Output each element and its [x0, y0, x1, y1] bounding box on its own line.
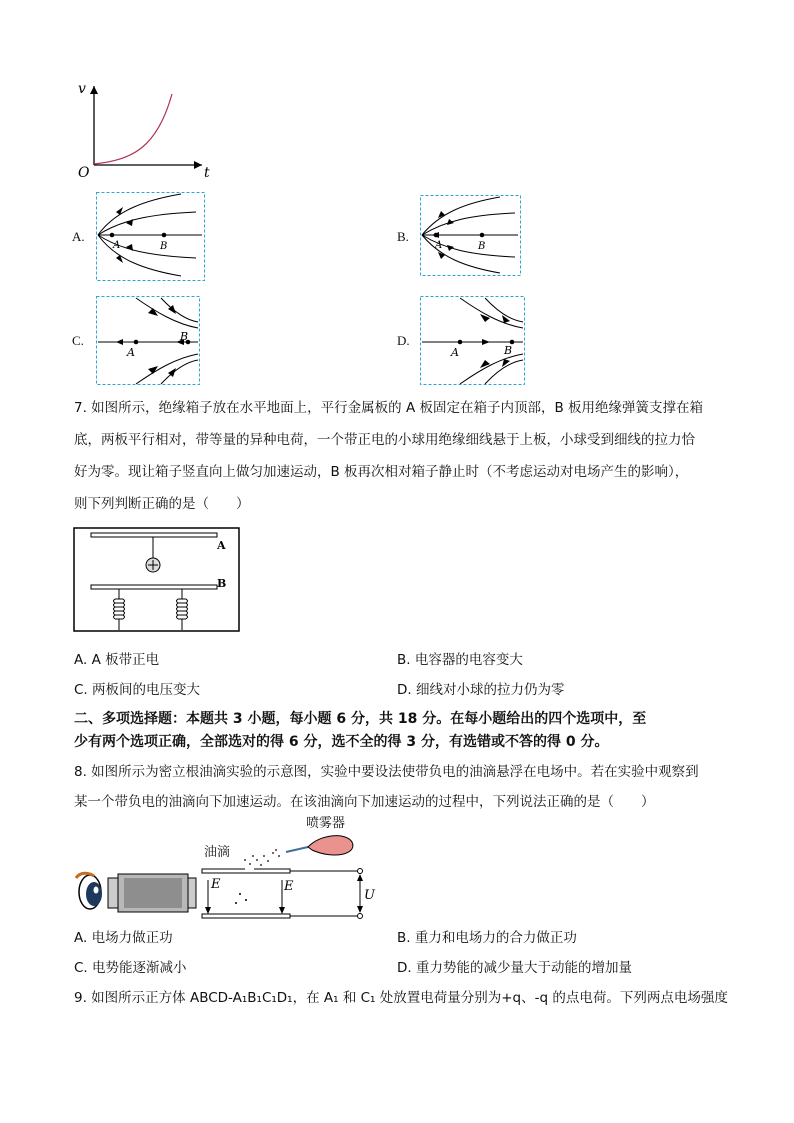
q7-stem-line-4: 则下列判断正确的是（ ）	[74, 496, 250, 512]
q6c-point-a: A	[127, 346, 135, 359]
q6a-point-a: A	[113, 240, 121, 251]
q8-option-d: D. 重力势能的减少量大于动能的增加量	[397, 960, 632, 976]
section-2-heading-line-2: 少有两个选项正确，全部选对的得 6 分，选不全的得 3 分，有选错或不答的得 0 分。	[74, 734, 609, 750]
section-2-heading-line-1: 二、多项选择题：本题共 3 小题，每小题 6 分，共 18 分。在每小题给出的四个选项中，至	[74, 711, 647, 727]
q6c-point-b: B	[180, 330, 189, 343]
q7-option-c: C. 两板间的电压变大	[74, 682, 201, 698]
q7-option-b: B. 电容器的电容变大	[397, 652, 523, 668]
q7-option-d: D. 细线对小球的拉力仍为零	[397, 682, 565, 698]
q8-fig-e-left: E	[211, 877, 221, 892]
vt-ylabel: v	[78, 81, 86, 97]
q6b-point-b: B	[478, 241, 486, 252]
q6-option-c-figure	[96, 296, 201, 386]
q6-option-d-label: D.	[397, 333, 410, 348]
q7-stem-line-3: 好为零。现让箱子竖直向上做匀加速运动，B 板再次相对箱子静止时（不考虑运动对电场产生的影响），	[74, 464, 689, 480]
q9-stem-line-1: 9. 如图所示正方体 ABCD-A₁B₁C₁D₁，在 A₁ 和 C₁ 处放置电荷量分别为+q、-q 的点电荷。下列两点电场强度	[74, 990, 728, 1006]
vt-xlabel: t	[204, 165, 210, 181]
q8-option-b: B. 重力和电场力的合力做正功	[397, 930, 577, 946]
q8-option-c: C. 电势能逐渐减小	[74, 960, 187, 976]
q6-option-b-figure	[420, 195, 522, 277]
q8-option-a: A. 电场力做正功	[74, 930, 173, 946]
q8-stem-line-1: 8. 如图所示为密立根油滴实验的示意图，实验中要设法使带负电的油滴悬浮在电场中。若在实验中观察到	[74, 764, 699, 780]
vt-graph	[72, 80, 222, 185]
vt-origin: O	[78, 165, 90, 181]
q7-fig-label-b: B	[217, 577, 227, 590]
q6-option-b-label: B.	[397, 229, 409, 244]
q8-fig-sprayer-label: 喷雾器	[306, 816, 346, 831]
q6-option-c-label: C.	[72, 333, 84, 348]
q7-fig-label-a: A	[217, 539, 226, 552]
q7-stem-line-2: 底，两板平行相对，带等量的异种电荷，一个带正电的小球用绝缘细线悬于上板，小球受到细线的拉力恰	[74, 432, 695, 448]
q6b-point-a: A	[435, 240, 443, 251]
q8-fig-oil-label: 油滴	[204, 845, 231, 860]
q6d-point-b: B	[504, 344, 513, 357]
q8-stem-line-2: 某一个带负电的油滴向下加速运动。在该油滴向下加速运动的过程中，下列说法正确的是（ ）	[74, 794, 655, 810]
q6d-point-a: A	[451, 346, 459, 359]
q6a-point-b: B	[160, 241, 168, 252]
q6-option-a-figure	[96, 192, 206, 282]
q7-box-figure	[73, 527, 241, 633]
q7-option-a: A. A 板带正电	[74, 652, 160, 668]
q6-option-d-figure	[420, 296, 526, 386]
q8-fig-u: U	[364, 888, 375, 903]
q8-fig-e-right: E	[284, 879, 294, 894]
q6-option-a-label: A.	[72, 229, 85, 244]
q7-stem-line-1: 7. 如图所示，绝缘箱子放在水平地面上，平行金属板的 A 板固定在箱子内顶部，B 板用绝缘弹簧支撑在箱	[74, 400, 704, 416]
